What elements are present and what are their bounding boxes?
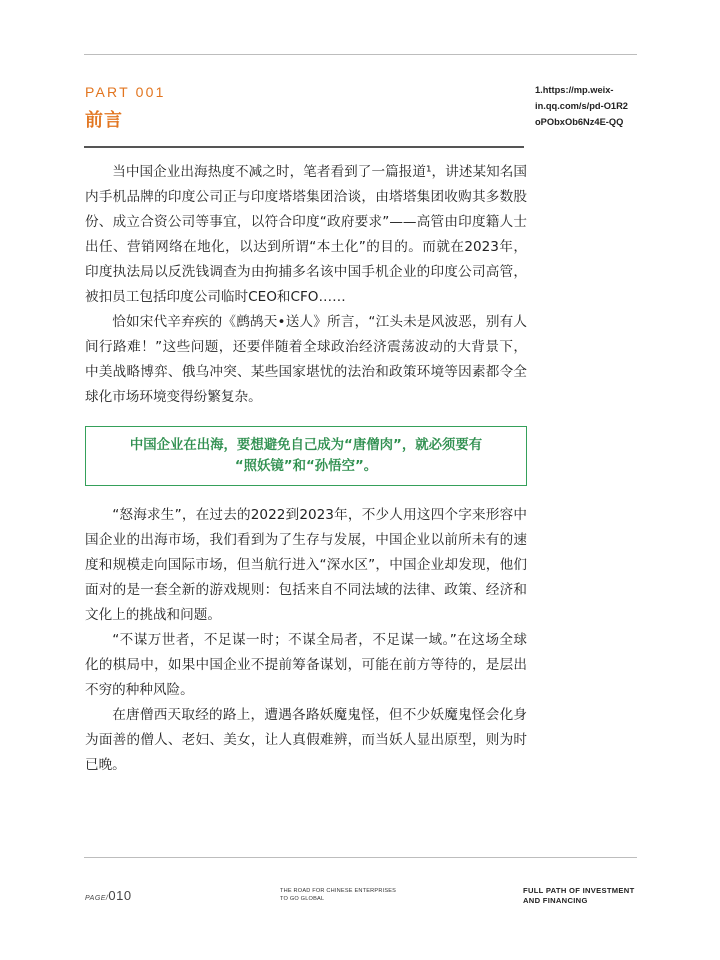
heading-divider xyxy=(84,146,524,148)
footer-line: THE ROAD FOR CHINESE ENTERPRISES xyxy=(280,888,397,894)
bottom-divider xyxy=(84,857,637,858)
paragraph: 当中国企业出海热度不减之时，笔者看到了一篇报道¹，讲述某知名国内手机品牌的印度公司正与印度塔塔集团洽谈，由塔塔集团收购其多数股份、成立合资公司等事宜，以符合印度“政府要求”——高管由印度籍人士出任、营销网络在地化，以达到所谓“本土化”的目的。而就在2023年，印度执法局以反洗钱调查为由拘捕多名该中国手机企业的印度公司高管，被扣员工包括印度公司临时CEO和CFO…… xyxy=(85,164,527,305)
part-label: PART 001 xyxy=(85,84,166,100)
paragraph: 恰如宋代辛弃疾的《鹧鸪天•送人》所言，“江头未是风波恶，别有人间行路难！”这些问题，还要伴随着全球政治经济震荡波动的大背景下，中美战略博弈、俄乌冲突、某些国家堪忧的法治和政策环境等因素都令全球化市场环境变得纷繁复杂。 xyxy=(85,314,527,405)
footer-line: AND FINANCING xyxy=(523,896,588,905)
footer-line: TO GO GLOBAL xyxy=(280,895,325,902)
footnote-line[interactable]: oPObxOb6Nz4E-QQ xyxy=(535,117,624,127)
footer-publication-title xyxy=(280,888,396,903)
paragraph: 在唐僧西天取经的路上，遭遇各路妖魔鬼怪，但不少妖魔鬼怪会化身为面善的僧人、老妇、美女，让人真假难辨，而当妖人显出原型，则为时已晚。 xyxy=(85,707,527,773)
page-number xyxy=(85,887,132,905)
paragraph: “怒海求生”，在过去的2022到2023年，不少人用这四个字来形容中国企业的出海市场，我们看到为了生存与发展，中国企业以前所未有的速度和规模走向国际市场，但当航行进入“深水区”，中国企业却发现，他们面对的是一套全新的游戏规则：包括来自不同法域的法律、政策、经济和文化上的挑战和问题。 xyxy=(85,507,527,623)
page-prefix: PAGE/ xyxy=(85,895,109,902)
footer-line: FULL PATH OF INVESTMENT xyxy=(523,886,635,895)
callout-line: 中国企业在出海，要想避免自己成为“唐僧肉”，就必须要有 xyxy=(129,438,483,453)
paragraph: “不谋万世者，不足谋一时；不谋全局者，不足谋一域。”在这场全球化的棋局中，如果中国企业不提前筹备谋划，可能在前方等待的，是层出不穷的种种风险。 xyxy=(85,632,527,698)
footnote-line[interactable]: in.qq.com/s/pd-O1R2 xyxy=(535,101,628,111)
article-body xyxy=(85,160,527,778)
section-title: 前言 xyxy=(85,110,123,131)
callout-line: “照妖镜”和“孙悟空”。 xyxy=(234,459,378,474)
callout-box xyxy=(85,426,527,486)
footnote xyxy=(535,82,645,130)
footnote-line[interactable]: 1.https://mp.weix- xyxy=(535,85,614,95)
page-number-value: 010 xyxy=(108,888,132,903)
footer-section-title xyxy=(523,886,635,906)
top-divider xyxy=(84,54,637,55)
